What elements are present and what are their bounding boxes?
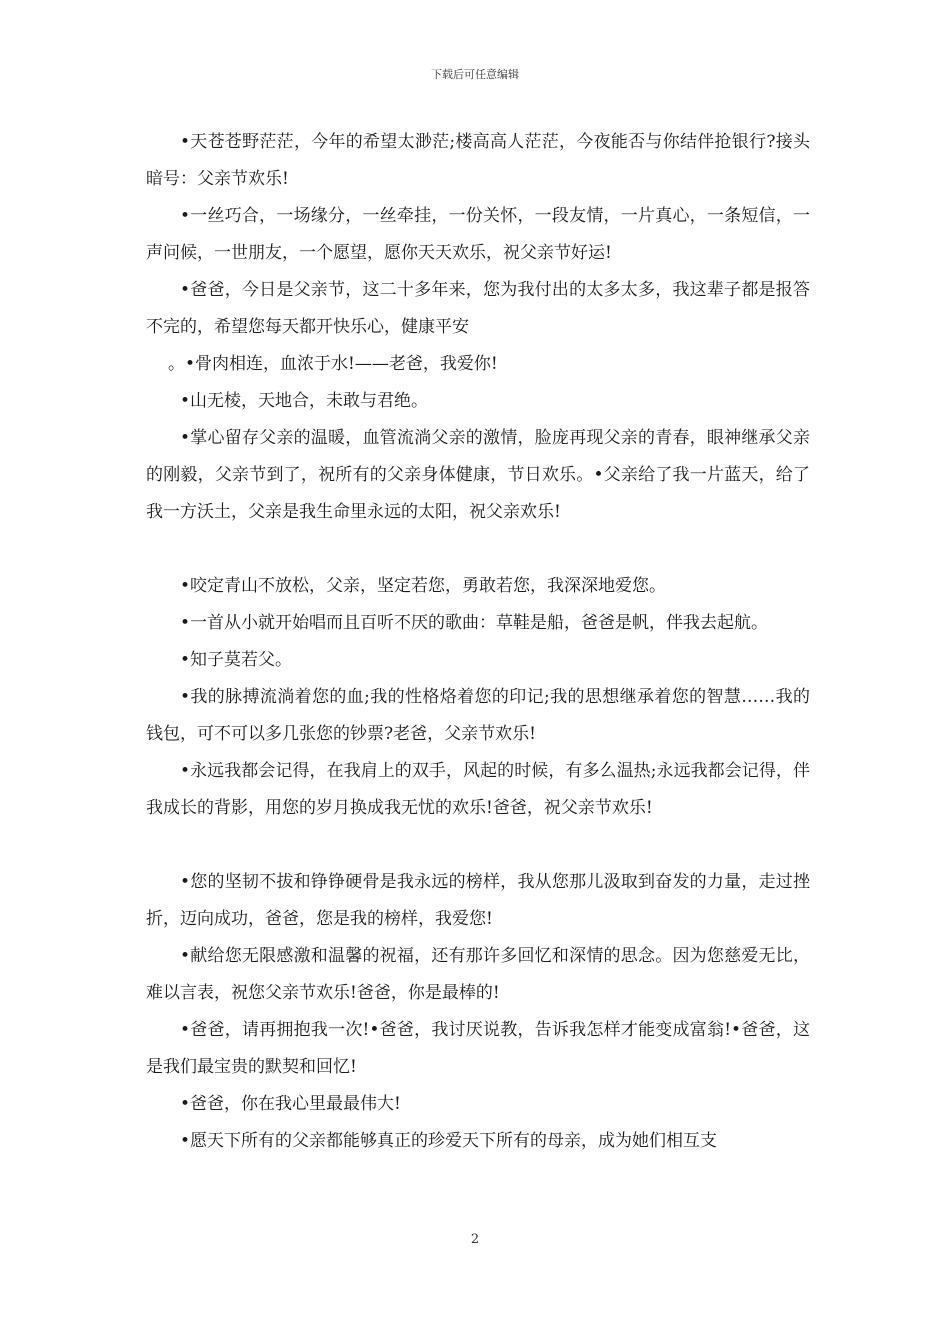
paragraph: •一丝巧合，一场缘分，一丝牵挂，一份关怀，一段友情，一片真心，一条短信，一声问候，一世朋友，一个愿望，愿你天天欢乐，祝父亲节好运! xyxy=(146,206,810,263)
paragraph: •您的坚韧不拔和铮铮硬骨是我永远的榜样，我从您那儿汲取到奋发的力量，走过挫折，迈向成功，爸爸，您是我的榜样，我爱您! xyxy=(146,872,810,929)
paragraph: •知子莫若父。 xyxy=(180,650,293,670)
paragraph-gap xyxy=(146,827,810,864)
paragraph: •愿天下所有的父亲都能够真正的珍爱天下所有的母亲，成为她们相互支 xyxy=(180,1131,718,1151)
paragraph: •爸爸，请再拥抱我一次!•爸爸，我讨厌说教，告诉我怎样才能变成富翁!•爸爸，这是我们最宝贵的默契和回忆! xyxy=(146,1020,810,1077)
paragraph: •天苍苍野茫茫，今年的希望太渺茫;楼高高人茫茫，今夜能否与你结伴抢银行?接头暗号：父亲节欢乐! xyxy=(146,132,810,189)
document-body xyxy=(146,124,810,1160)
paragraph: •永远我都会记得，在我肩上的双手，风起的时候，有多么温热;永远我都会记得，伴我成长的背影，用您的岁月换成我无忧的欢乐!爸爸，祝父亲节欢乐! xyxy=(146,761,810,818)
paragraph: •献给您无限感激和温馨的祝福，还有那许多回忆和深情的思念。因为您慈爱无比，难以言表，祝您父亲节欢乐!爸爸，你是最棒的! xyxy=(146,946,810,1003)
page-number: 2 xyxy=(470,1232,480,1247)
paragraph-gap xyxy=(146,531,810,568)
paragraph: •爸爸，你在我心里最最伟大! xyxy=(180,1094,401,1114)
paragraph: •掌心留存父亲的温暖，血管流淌父亲的激情，脸庞再现父亲的青春，眼神继承父亲的刚毅，父亲节到了，祝所有的父亲身体健康，节日欢乐。•父亲给了我一片蓝天，给了我一方沃土，父亲是我生命里永远的太阳，祝父亲欢乐! xyxy=(146,428,810,522)
paragraph: •爸爸，今日是父亲节，这二十多年来，您为我付出的太多太多，我这辈子都是报答不完的，希望您每天都开快乐心，健康平安 xyxy=(146,280,810,337)
paragraph: 。•骨肉相连，血浓于水!——老爸，我爱你! xyxy=(168,354,498,374)
page-header: 下载后可任意编辑 xyxy=(431,68,519,81)
paragraph: •山无棱，天地合，未敢与君绝。 xyxy=(180,391,429,411)
paragraph: •我的脉搏流淌着您的血;我的性格烙着您的印记;我的思想继承着您的智慧……我的钱包，可不可以多几张您的钞票?老爸，父亲节欢乐! xyxy=(146,687,810,744)
paragraph: •咬定青山不放松，父亲，坚定若您，勇敢若您，我深深地爱您。 xyxy=(180,576,667,596)
paragraph: •一首从小就开始唱而且百听不厌的歌曲：草鞋是船，爸爸是帆，伴我去起航。 xyxy=(180,613,769,633)
